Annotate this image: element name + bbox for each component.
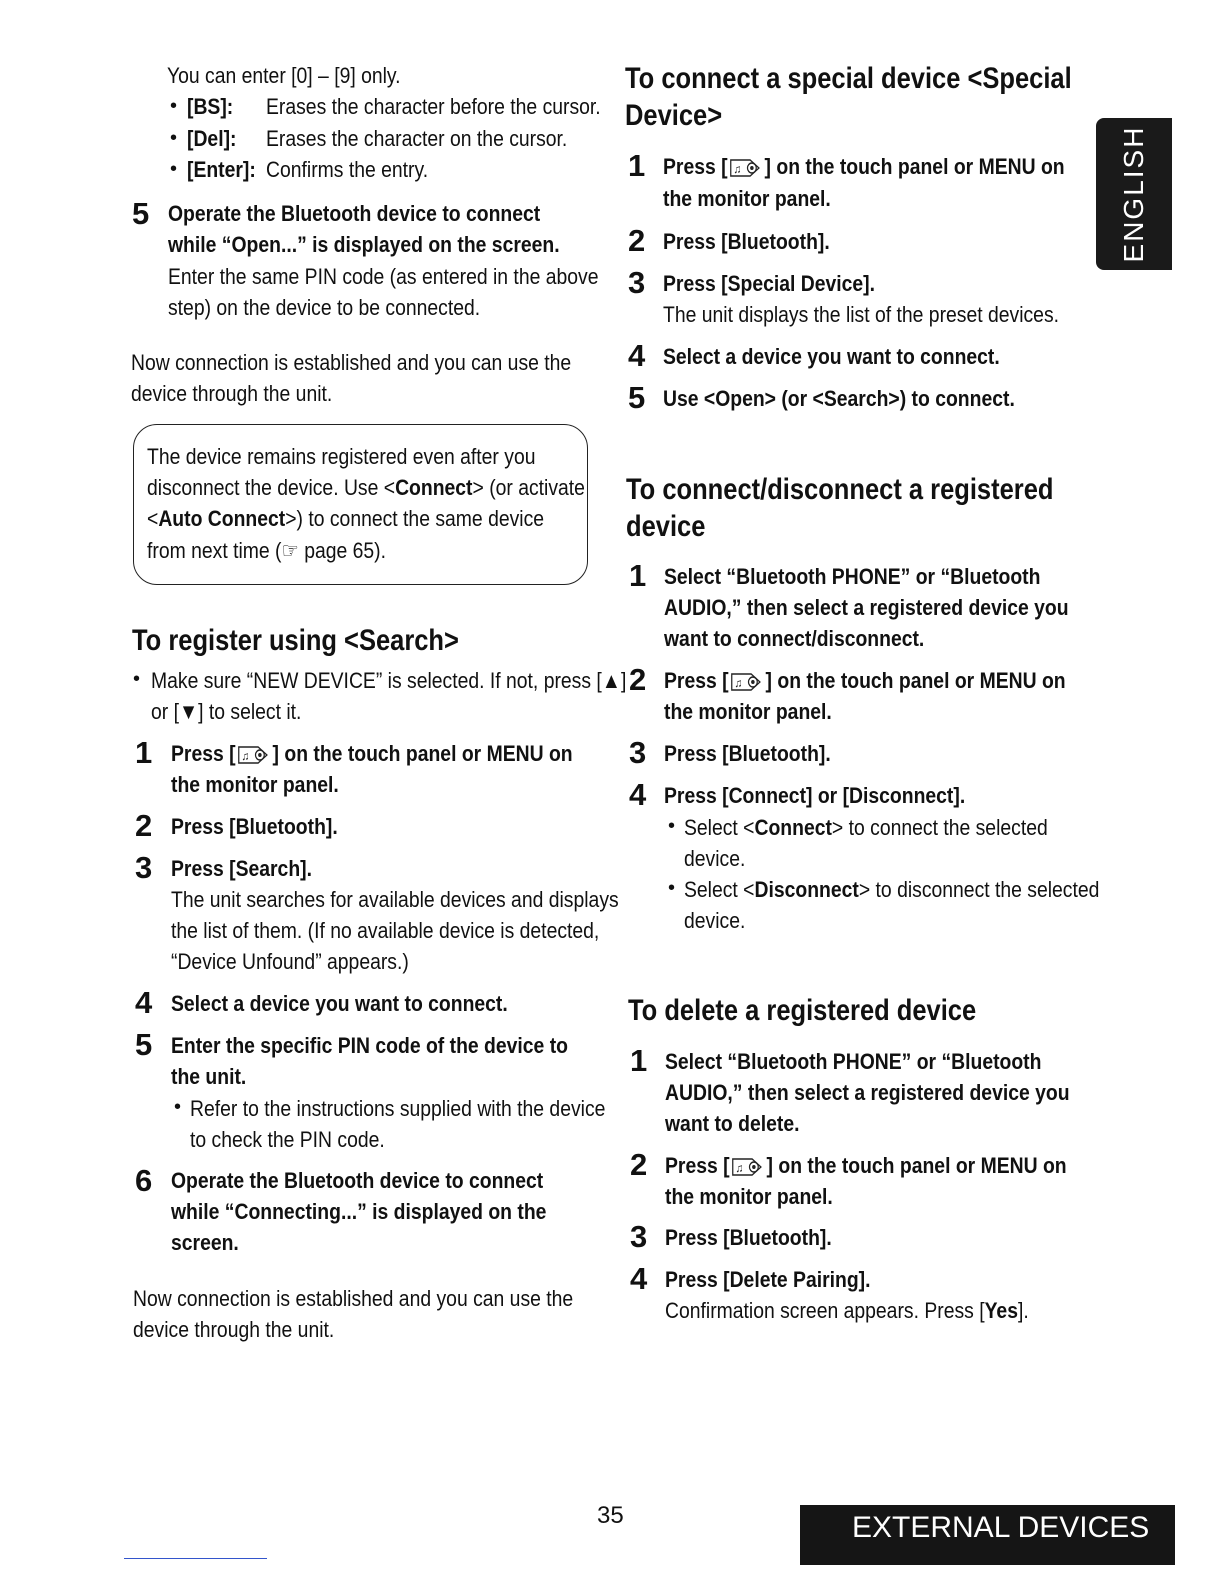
note-text: from next time (☞ page 65). bbox=[147, 538, 387, 563]
bullet: • bbox=[668, 877, 676, 899]
step-number: 2 bbox=[629, 662, 647, 697]
step-body: the list of them. (If no available device is detected, bbox=[171, 918, 600, 943]
paragraph: device through the unit. bbox=[131, 381, 333, 406]
step-title: Operate the Bluetooth device to connect bbox=[168, 201, 541, 226]
bullet: • bbox=[668, 815, 676, 837]
step-title: Select “Bluetooth PHONE” or “Bluetooth bbox=[665, 1049, 1042, 1074]
step-number: 4 bbox=[629, 777, 647, 812]
step-number: 1 bbox=[630, 1043, 648, 1078]
section-heading: To delete a registered device bbox=[628, 994, 977, 1027]
step-title: while “Open...” is displayed on the screen. bbox=[168, 232, 560, 257]
menu-icon bbox=[729, 156, 762, 180]
step-title: screen. bbox=[171, 1230, 239, 1255]
step-title: Select “Bluetooth PHONE” or “Bluetooth bbox=[664, 564, 1041, 589]
paragraph: Now connection is established and you can use the bbox=[131, 350, 572, 375]
step-title: Select a device you want to connect. bbox=[663, 344, 1000, 369]
step-title: AUDIO,” then select a registered device you bbox=[664, 595, 1069, 620]
section-heading: To connect a special device <Special bbox=[625, 62, 1072, 95]
bullet-text: Refer to the instructions supplied with the device bbox=[190, 1096, 606, 1121]
step-title: Press [Connect] or [Disconnect]. bbox=[664, 783, 966, 808]
step-body: The unit displays the list of the preset devices. bbox=[663, 302, 1060, 327]
bullet-text: to check the PIN code. bbox=[190, 1127, 385, 1152]
key-del-desc: Erases the character on the cursor. bbox=[266, 126, 568, 151]
step-title: Press [ ] on the touch panel or MENU on bbox=[663, 154, 1065, 179]
bullet-text: or [▼] to select it. bbox=[151, 699, 302, 724]
note-text: The device remains registered even after you bbox=[147, 444, 536, 469]
step-number: 2 bbox=[135, 808, 153, 843]
bullet: • bbox=[133, 668, 141, 690]
step-number: 5 bbox=[132, 196, 150, 231]
paragraph: device through the unit. bbox=[133, 1317, 335, 1342]
step-title: Enter the specific PIN code of the device to bbox=[171, 1033, 568, 1058]
step-number: 1 bbox=[135, 735, 153, 770]
step-title: the monitor panel. bbox=[664, 699, 832, 724]
step-body: The unit searches for available devices and displays bbox=[171, 887, 619, 912]
step-title: the unit. bbox=[171, 1064, 247, 1089]
bullet: • bbox=[170, 95, 178, 117]
note-text: disconnect the device. Use <Connect> (or activate bbox=[147, 475, 585, 500]
step-title: Press [Bluetooth]. bbox=[665, 1225, 832, 1250]
pin-range-note: You can enter [0] – [9] only. bbox=[167, 63, 401, 88]
step-number: 3 bbox=[135, 850, 153, 885]
bullet: • bbox=[170, 127, 178, 149]
section-heading: device bbox=[626, 510, 706, 543]
step-title: Press [ ] on the touch panel or MENU on bbox=[665, 1153, 1067, 1178]
step-number: 3 bbox=[628, 265, 646, 300]
menu-icon bbox=[237, 743, 270, 767]
step-number: 4 bbox=[628, 338, 646, 373]
step-number: 2 bbox=[630, 1147, 648, 1182]
section-heading: Device> bbox=[625, 99, 723, 132]
bullet: • bbox=[170, 158, 178, 180]
bullet-text: Select <Disconnect> to disconnect the selected bbox=[684, 877, 1100, 902]
key-enter: [Enter]: bbox=[187, 157, 256, 182]
key-bs-desc: Erases the character before the cursor. bbox=[266, 94, 601, 119]
step-body: Enter the same PIN code (as entered in the above bbox=[168, 264, 599, 289]
language-label: ENGLISH bbox=[1118, 125, 1149, 263]
step-title: Press [Bluetooth]. bbox=[664, 741, 831, 766]
key-bs: [BS]: bbox=[187, 94, 234, 119]
bullet-text: device. bbox=[684, 846, 746, 871]
step-title: Press [Special Device]. bbox=[663, 271, 876, 296]
section-heading: To connect/disconnect a registered bbox=[626, 473, 1054, 506]
step-title: the monitor panel. bbox=[665, 1184, 833, 1209]
bullet-text: device. bbox=[684, 908, 746, 933]
key-enter-desc: Confirms the entry. bbox=[266, 157, 429, 182]
section-heading: To register using <Search> bbox=[132, 624, 459, 657]
step-title: Press [ ] on the touch panel or MENU on bbox=[664, 668, 1066, 693]
step-number: 4 bbox=[135, 985, 153, 1020]
step-title: want to connect/disconnect. bbox=[664, 626, 925, 651]
step-body: “Device Unfound” appears.) bbox=[171, 949, 409, 974]
step-title: Press [Bluetooth]. bbox=[663, 229, 830, 254]
step-title: Press [Search]. bbox=[171, 856, 312, 881]
bullet-text: Make sure “NEW DEVICE” is selected. If not, press [▲] bbox=[151, 668, 627, 693]
menu-icon bbox=[731, 1155, 764, 1179]
step-number: 1 bbox=[629, 558, 647, 593]
step-number: 2 bbox=[628, 223, 646, 258]
step-title: Press [Bluetooth]. bbox=[171, 814, 338, 839]
paragraph: Now connection is established and you can use the bbox=[133, 1286, 574, 1311]
footer-rule bbox=[124, 1558, 267, 1559]
step-title: the monitor panel. bbox=[171, 772, 339, 797]
step-title: Operate the Bluetooth device to connect bbox=[171, 1168, 544, 1193]
page-number: 35 bbox=[597, 1502, 624, 1529]
step-body: step) on the device to be connected. bbox=[168, 295, 481, 320]
step-number: 1 bbox=[628, 148, 646, 183]
step-number: 3 bbox=[630, 1219, 648, 1254]
step-number: 6 bbox=[135, 1163, 153, 1198]
step-title: Press [ ] on the touch panel or MENU on bbox=[171, 741, 573, 766]
step-title: want to delete. bbox=[665, 1111, 800, 1136]
menu-icon bbox=[730, 670, 763, 694]
step-title: Use <Open> (or <Search>) to connect. bbox=[663, 386, 1015, 411]
language-tab bbox=[1096, 118, 1172, 270]
step-title: while “Connecting...” is displayed on the bbox=[171, 1199, 547, 1224]
step-number: 4 bbox=[630, 1261, 648, 1296]
step-number: 5 bbox=[628, 380, 646, 415]
key-del: [Del]: bbox=[187, 126, 237, 151]
step-body: Confirmation screen appears. Press [Yes]. bbox=[665, 1298, 1029, 1323]
note-text: <Auto Connect>) to connect the same device bbox=[147, 506, 545, 531]
bullet: • bbox=[174, 1096, 182, 1118]
step-number: 3 bbox=[629, 735, 647, 770]
step-number: 5 bbox=[135, 1027, 153, 1062]
step-title: AUDIO,” then select a registered device you bbox=[665, 1080, 1070, 1105]
step-title: the monitor panel. bbox=[663, 186, 831, 211]
step-title: Select a device you want to connect. bbox=[171, 991, 508, 1016]
section-footer: EXTERNAL DEVICES bbox=[800, 1505, 1175, 1565]
bullet-text: Select <Connect> to connect the selected bbox=[684, 815, 1048, 840]
step-title: Press [Delete Pairing]. bbox=[665, 1267, 871, 1292]
